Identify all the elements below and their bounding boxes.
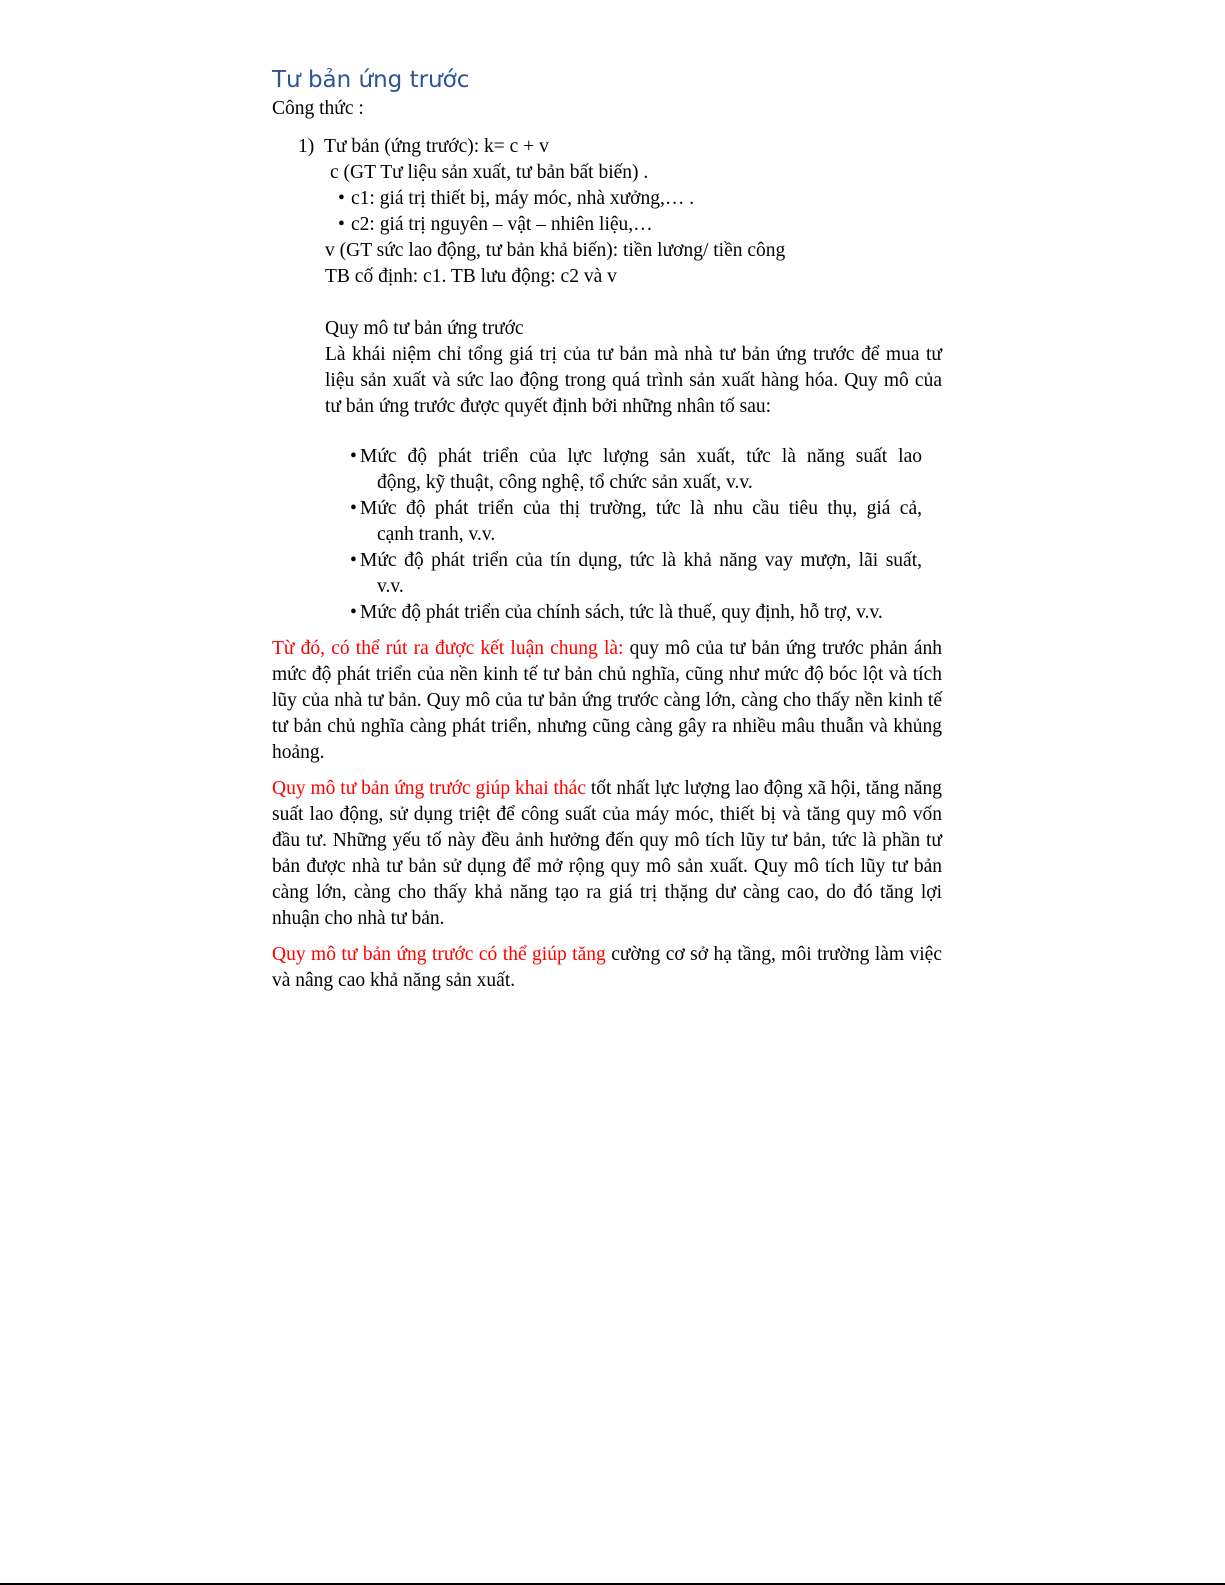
- bullet-icon: •: [338, 214, 345, 235]
- c2-bullet-item: [272, 212, 942, 238]
- factor-text: Mức độ phát triển của tín dụng, tức là khả năng vay mượn, lãi suất,: [360, 550, 922, 571]
- c1-bullet-item: [272, 186, 942, 212]
- scale-section: [272, 316, 942, 420]
- factor-text-cont: động, kỹ thuật, công nghệ, tổ chức sản xuất, v.v.: [377, 472, 753, 493]
- emphasis-text: Quy mô tư bản ứng trước giúp khai thác: [272, 778, 586, 799]
- formula-text: Tư bản (ứng trước): k= c + v: [324, 136, 549, 157]
- v-definition: v (GT sức lao động, tư bản khả biến): tiền lương/ tiền công: [325, 240, 786, 261]
- c1-text: c1: giá trị thiết bị, máy móc, nhà xưởng,… .: [351, 188, 695, 209]
- list-item-formula: [272, 134, 942, 160]
- list-marker: 1): [298, 136, 315, 157]
- emphasis-text: Quy mô tư bản ứng trước có thể giúp tăng: [272, 944, 606, 965]
- factor-text: Mức độ phát triển của chính sách, tức là thuế, quy định, hỗ trợ, v.v.: [360, 602, 883, 623]
- bullet-icon: •: [338, 188, 345, 209]
- bullet-icon: •: [350, 446, 357, 467]
- scale-definition: Là khái niệm chỉ tổng giá trị của tư bản mà nhà tư bản ứng trước để mua tư liệu sản xuất và sức lao động trong quá trình sản xuất hàng hóa. Quy mô của tư bản ứng trước được quyết định bởi những nhân tố sau:: [325, 344, 942, 417]
- factor-list: [272, 444, 942, 626]
- page-heading: Tư bản ứng trước: [272, 67, 470, 93]
- bullet-icon: •: [350, 602, 357, 623]
- factor-item: [272, 444, 942, 496]
- conclusion-paragraph: [272, 636, 942, 766]
- paragraph-text: cường cơ sở hạ tầng, môi trường làm việc và nâng cao khả năng sản xuất.: [272, 944, 942, 991]
- tb-classification: TB cố định: c1. TB lưu động: c2 và v: [325, 266, 617, 287]
- emphasis-text: Từ đó, có thể rút ra được kết luận chung là:: [272, 638, 624, 659]
- c2-text: c2: giá trị nguyên – vật – nhiên liệu,…: [351, 214, 653, 235]
- factor-item: [272, 548, 942, 600]
- benefit-paragraph: [272, 776, 942, 932]
- infrastructure-paragraph: [272, 942, 942, 994]
- paragraph-text: tốt nhất lực lượng lao động xã hội, tăng năng suất lao động, sử dụng triệt để công suất của máy móc, thiết bị và tăng quy mô vốn đầu tư. Những yếu tố này đều ảnh hưởng đến quy mô tích lũy tư bản, tức là phần tư bản được nhà tư bản sử dụng để mở rộng quy mô sản xuất. Quy mô tích lũy tư bản càng lớn, càng cho thấy khả năng tạo ra giá trị thặng dư càng cao, do đó tăng lợi nhuận cho nhà tư bản.: [272, 778, 942, 929]
- document-content: [272, 64, 942, 994]
- formula-label: Công thức :: [272, 98, 364, 119]
- bullet-icon: •: [350, 498, 357, 519]
- factor-item: [272, 496, 942, 548]
- factor-text-cont: v.v.: [377, 576, 404, 597]
- paragraph-text: quy mô của tư bản ứng trước phản ánh mức độ phát triển của nền kinh tế tư bản chủ nghĩa, cũng như mức độ bóc lột và tích lũy của nhà tư bản. Quy mô của tư bản ứng trước càng lớn, càng cho thấy nền kinh tế tư bản chủ nghĩa càng phát triển, nhưng cũng càng gây ra nhiều mâu thuẫn và khủng hoảng.: [272, 638, 942, 763]
- bullet-icon: •: [350, 550, 357, 571]
- factor-item: [272, 600, 942, 626]
- factor-text-cont: cạnh tranh, v.v.: [377, 524, 496, 545]
- factor-text: Mức độ phát triển của thị trường, tức là nhu cầu tiêu thụ, giá cả,: [360, 498, 922, 519]
- factor-text: Mức độ phát triển của lực lượng sản xuất, tức là năng suất lao: [360, 446, 922, 467]
- scale-title: Quy mô tư bản ứng trước: [325, 318, 524, 339]
- c-definition: c (GT Tư liệu sản xuất, tư bản bất biến) .: [330, 162, 649, 183]
